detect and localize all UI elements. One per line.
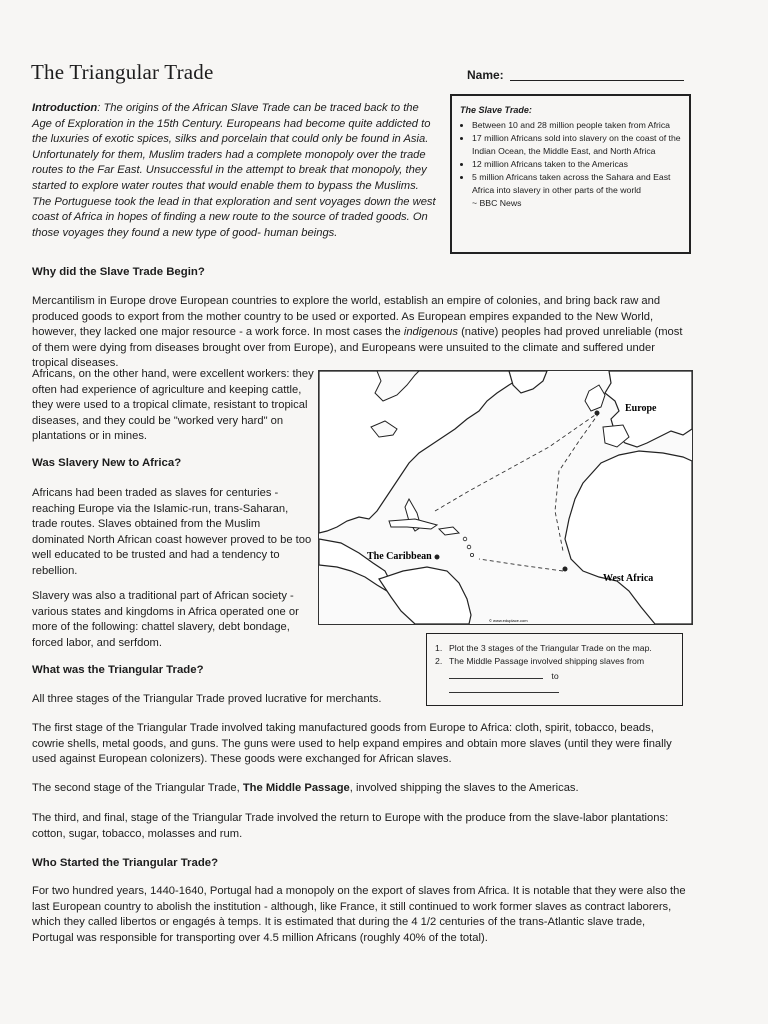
question-2-to-word: to bbox=[551, 671, 559, 681]
caribbean-island bbox=[463, 537, 467, 541]
hispaniola-island bbox=[439, 527, 459, 535]
answer-blank-from[interactable] bbox=[449, 669, 543, 679]
why-paragraph-1 bbox=[32, 294, 688, 372]
cuba-island bbox=[389, 519, 437, 529]
map-label-europe: Europe bbox=[625, 403, 657, 414]
question-1 bbox=[435, 642, 674, 655]
north-america-landmass bbox=[319, 371, 524, 533]
europe-port-marker bbox=[595, 411, 600, 416]
south-america-landmass bbox=[379, 567, 471, 624]
caribbean-island bbox=[467, 545, 471, 549]
what-p3-text-a: The second stage of the Triangular Trade, bbox=[32, 782, 243, 794]
caribbean-island bbox=[470, 553, 473, 556]
map-questions-box bbox=[426, 633, 683, 706]
what-paragraph-1: All three stages of the Triangular Trade proved lucrative for merchants. bbox=[32, 693, 382, 705]
what-paragraph-2: The first stage of the Triangular Trade involved taking manufactured goods from Europe to Africa: cloth, spirit, tobacco, beads, cowrie shells, metal goods, and guns. The guns were used to help expand empires and obtain more slaves (until they were finally used against European colonizers). These goods were exchanged for African slaves. bbox=[32, 722, 672, 766]
middle-passage-term: The Middle Passage bbox=[242, 782, 350, 794]
iberia bbox=[603, 425, 629, 447]
triangular-trade-map[interactable] bbox=[318, 370, 693, 625]
africa-port-marker bbox=[563, 567, 568, 572]
africa-landmass bbox=[565, 451, 692, 624]
answer-blank-to[interactable] bbox=[449, 683, 559, 693]
caribbean-port-marker bbox=[435, 555, 440, 560]
atlantic-map-svg bbox=[319, 371, 692, 624]
why-text-a: Mercantilism in Europe drove European countries to explore the world, establish an empire of colonies, and bring back raw and produced goods to export from the mother country to be used or exported. As European empires expanded to the New World, however, they lacked one major resource - a work force. In most cases the bbox=[32, 295, 661, 339]
new-heading: Was Slavery New to Africa? bbox=[32, 457, 182, 469]
british-isles bbox=[585, 385, 605, 411]
what-p3-text-b: , involved shipping the slaves to the Americas. bbox=[349, 782, 579, 794]
why-text-b: (native) peoples had proved unreliable (most of them were dying from diseases brought over from Europe), and Europeans were unsuited to the climate and suffered under tropical diseases. bbox=[32, 326, 683, 370]
what-paragraph-3 bbox=[32, 781, 688, 797]
question-1-text: Plot the 3 stages of the Triangular Trade on the map. bbox=[449, 643, 652, 653]
name-field-line[interactable] bbox=[510, 80, 684, 81]
trade-route-africa-caribbean bbox=[479, 559, 563, 571]
facts-list bbox=[460, 119, 681, 197]
question-2 bbox=[435, 655, 674, 668]
why-heading: Why did the Slave Trade Begin? bbox=[32, 266, 205, 278]
central-america-landmass bbox=[319, 539, 391, 591]
introduction-paragraph bbox=[32, 101, 440, 241]
map-label-west-africa: West Africa bbox=[603, 573, 654, 584]
trade-route-europe-americas bbox=[435, 415, 595, 511]
new-paragraph-2: Slavery was also a traditional part of African society - various states and kingdoms in Africa operated one or more of the following: chattel slavery, debt bondage, forced labor, and serfdom. bbox=[32, 590, 299, 649]
introduction-label: Introduction bbox=[32, 102, 98, 114]
question-2-text: The Middle Passage involved shipping slaves from bbox=[449, 656, 645, 666]
fact-item: • 5 million Africans taken across the Sahara and East Africa into slavery in other parts of the world bbox=[472, 171, 681, 197]
slave-trade-facts-box bbox=[450, 94, 691, 254]
fact-item: • 17 million Africans sold into slavery on the coast of the Indian Ocean, the Middle East, and North Africa bbox=[472, 132, 681, 158]
introduction-text: : The origins of the African Slave Trade can be traced back to the Age of Exploration in the 15th Century. Europeans had become quite addicted to the luxuries of exotic spices, silks and porcelain that could only be found in Asia. Unfortunately for them, Muslim traders had a complete monopoly over the trade routes to the Far East. Unsuccessful in the attempt to break that monopoly, they started to explore water routes that would enable them to bypass the Muslims. The Portuguese took the lead in that exploration and sent voyages down the west coast of Africa in hopes of finding a new route to the source of traded goods. On those voyages they found a new type of good- human beings. bbox=[32, 102, 436, 239]
why-paragraph-2: Africans, on the other hand, were excellent workers: they often had experience of agriculture and keeping cattle, they were used to a tropical climate, resistant to tropical diseases, and they could be "worked very hard" on plantations or in mines. bbox=[32, 368, 314, 443]
fact-item: • Between 10 and 28 million people taken from Africa bbox=[472, 119, 681, 132]
indigenous-term: indigenous bbox=[403, 326, 458, 339]
map-label-caribbean: The Caribbean bbox=[367, 551, 432, 562]
question-2-blanks bbox=[435, 669, 674, 697]
who-paragraph: For two hundred years, 1440-1640, Portugal had a monopoly on the export of slaves from Africa. It is notable that they were also the last European country to abolish the institution - although, like France, it still continued to work former slaves as contract laborers, which they called libertos or engagés à temps. It is estimated that during the 4 1/2 centuries of the trans-Atlantic slave trade, Portugal was responsible for transporting over 4.5 million Africans (roughly 40% of the total). bbox=[32, 885, 686, 944]
question-2-number: 2. bbox=[435, 656, 443, 666]
map-credit: © www.eduplace.com bbox=[489, 618, 528, 623]
page-title: The Triangular Trade bbox=[31, 60, 214, 84]
facts-box-title: The Slave Trade: bbox=[460, 105, 532, 115]
name-label: Name: bbox=[467, 68, 504, 82]
facts-source: ~ BBC News bbox=[472, 198, 522, 208]
what-heading: What was the Triangular Trade? bbox=[32, 664, 204, 676]
question-1-number: 1. bbox=[435, 643, 443, 653]
what-paragraph-4: The third, and final, stage of the Triangular Trade involved the return to Europe with the produce from the slave-labor plantations: cotton, sugar, tobacco, molasses and rum. bbox=[32, 812, 669, 840]
new-paragraph-1: Africans had been traded as slaves for centuries - reaching Europe via the Islamic-run, trans-Saharan, trade routes. Slaves obtained from the Muslim dominated North African coast however proved to be too well educated to be trusted and had a tendency to rebellion. bbox=[32, 487, 312, 577]
greenland-landmass bbox=[509, 371, 547, 393]
fact-item: • 12 million Africans taken to the Americas bbox=[472, 158, 681, 171]
who-heading: Who Started the Triangular Trade? bbox=[32, 857, 219, 869]
